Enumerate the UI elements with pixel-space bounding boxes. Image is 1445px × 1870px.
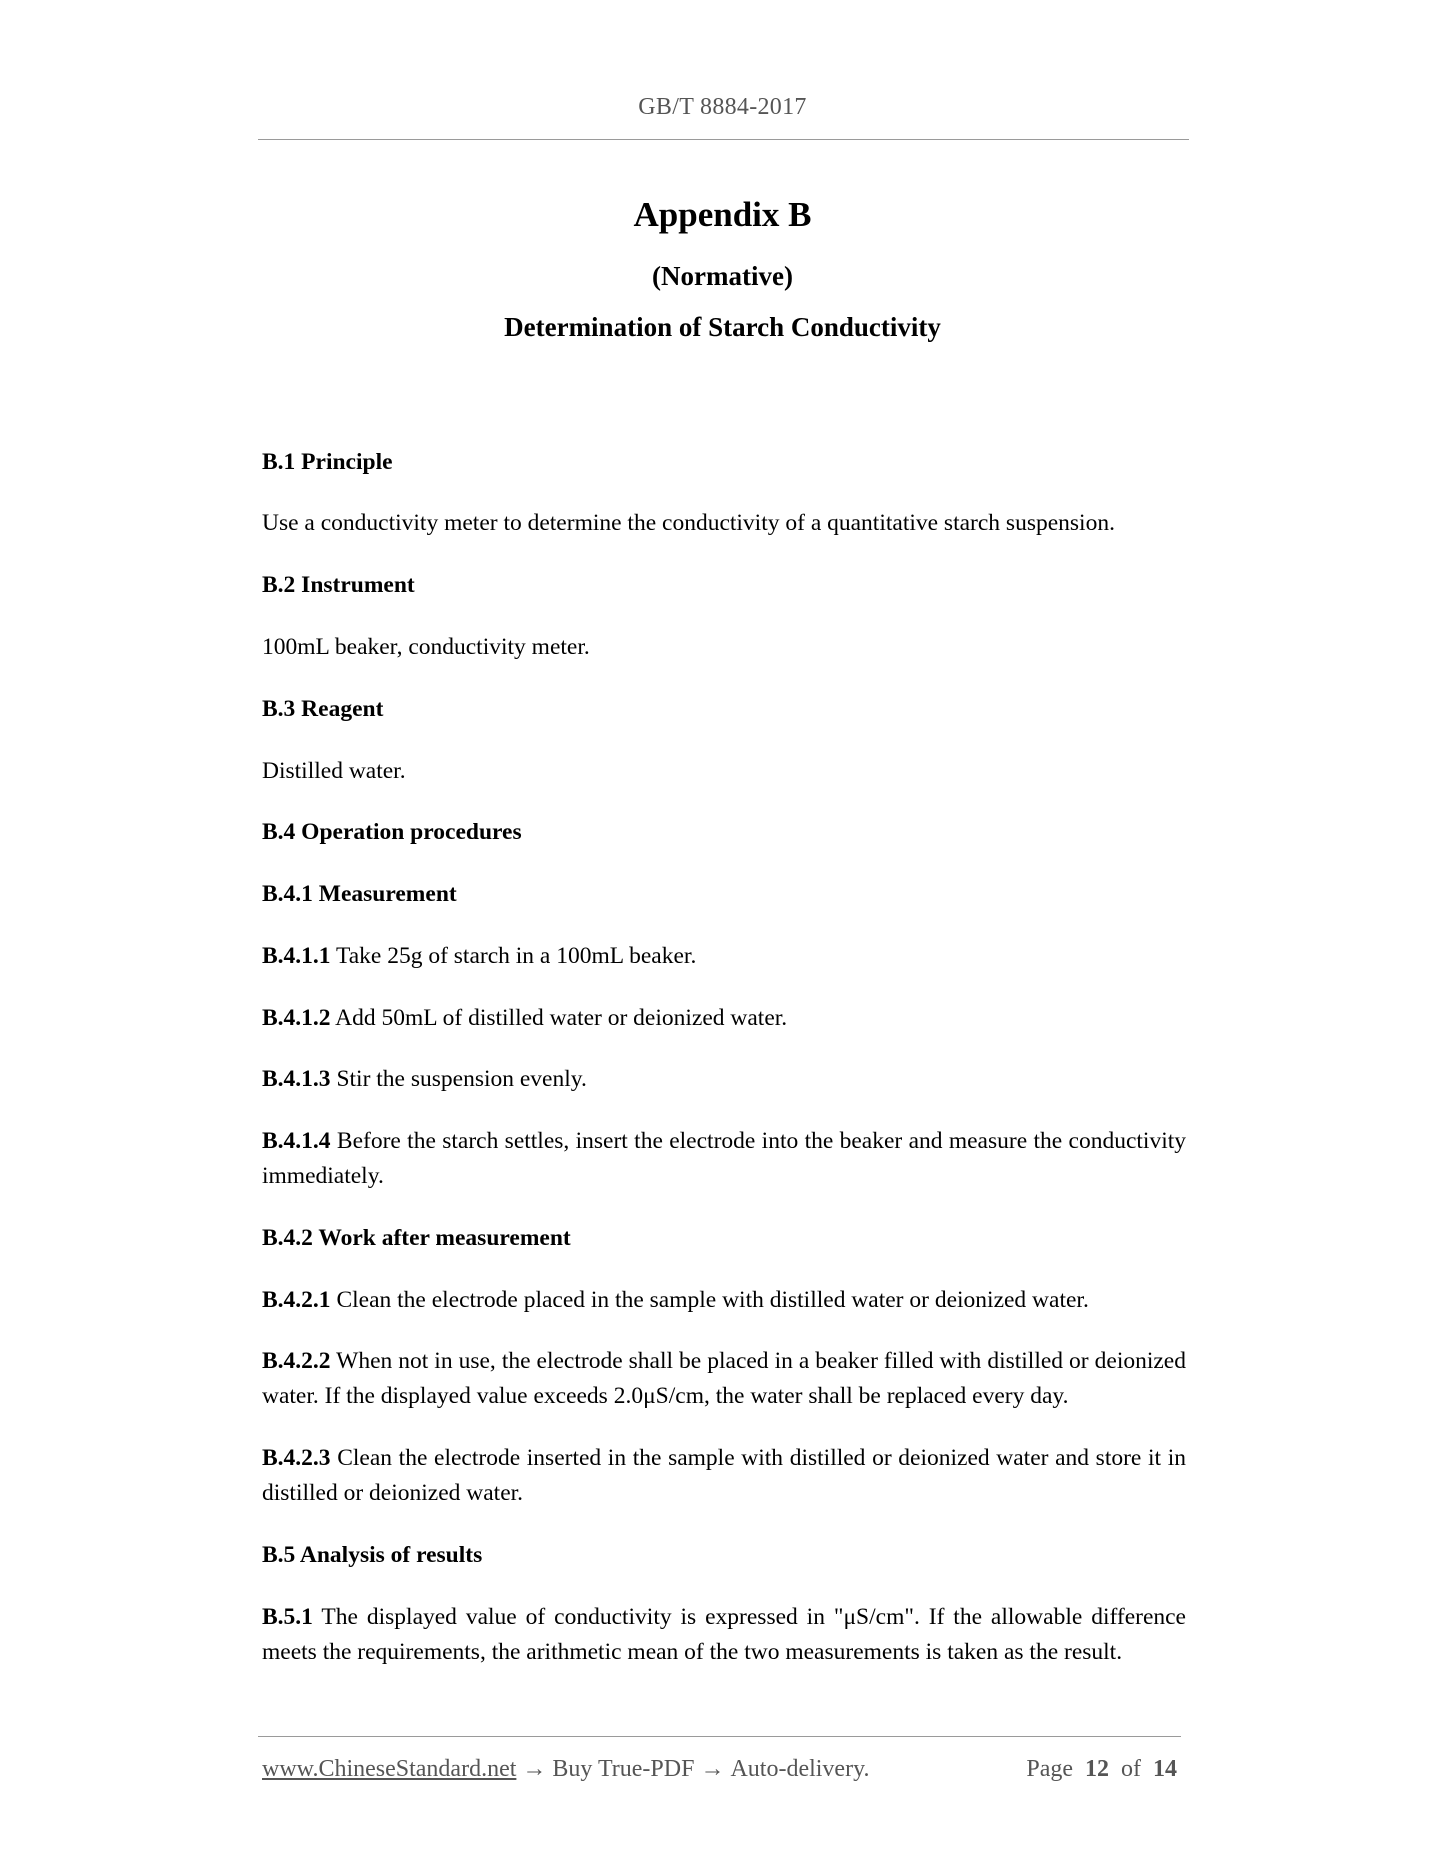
clause-b422 <box>262 1344 1186 1414</box>
clause-text: The displayed value of conductivity is expressed in "μS/cm". If the allowable difference meets the requirements, the arithmetic mean of the two measurements is taken as the result. <box>262 1604 1186 1665</box>
clause-b423 <box>262 1441 1186 1511</box>
section-heading-b41: B.4.1 Measurement <box>262 881 457 907</box>
section-heading-b4: B.4 Operation procedures <box>262 819 522 845</box>
clause-text: Add 50mL of distilled water or deionized water. <box>330 1005 788 1031</box>
section-text-b3: Distilled water. <box>262 758 406 784</box>
clause-b421 <box>262 1283 1186 1318</box>
clause-number: B.4.2.3 <box>262 1445 331 1471</box>
buy-pdf-text: Buy True-PDF <box>552 1756 695 1782</box>
footer-promo <box>262 1756 870 1783</box>
clause-b414 <box>262 1124 1186 1194</box>
clause-text: Stir the suspension evenly. <box>330 1066 587 1092</box>
arrow-right-icon: → <box>700 1756 725 1782</box>
appendix-title: Appendix B <box>633 195 812 234</box>
page-label: Page <box>1026 1756 1073 1782</box>
clause-text: Clean the electrode inserted in the sample with distilled or deionized water and store it in distilled or deionized water. <box>262 1445 1186 1506</box>
section-heading-b1: B.1 Principle <box>262 449 393 475</box>
page-current: 12 <box>1085 1756 1109 1782</box>
clause-number: B.4.1.1 <box>262 943 331 969</box>
clause-text: Clean the electrode placed in the sample with distilled water or deionized water. <box>330 1287 1089 1313</box>
clause-number: B.4.1.4 <box>262 1128 331 1154</box>
clause-number: B.4.2.2 <box>262 1348 331 1374</box>
section-heading-b42: B.4.2 Work after measurement <box>262 1225 571 1251</box>
clause-number: B.4.1.2 <box>262 1005 331 1031</box>
clause-number: B.5.1 <box>262 1604 313 1630</box>
document-header-code: GB/T 8884-2017 <box>638 94 807 120</box>
clause-b411 <box>262 939 1186 974</box>
header-divider <box>258 139 1189 140</box>
arrow-right-icon: → <box>522 1756 547 1782</box>
footer-divider <box>258 1736 1181 1737</box>
section-heading-b5: B.5 Analysis of results <box>262 1542 483 1568</box>
page-total: 14 <box>1153 1756 1177 1782</box>
clause-b412 <box>262 1001 1186 1036</box>
section-text-b2: 100mL beaker, conductivity meter. <box>262 634 590 660</box>
clause-number: B.4.2.1 <box>262 1287 331 1313</box>
clause-b413 <box>262 1062 1186 1097</box>
appendix-subject-title: Determination of Starch Conductivity <box>504 312 941 342</box>
section-heading-b2: B.2 Instrument <box>262 572 415 598</box>
clause-text: When not in use, the electrode shall be placed in a beaker filled with distilled or deionized water. If the displayed value exceeds 2.0μS/cm, the water shall be replaced every day. <box>262 1348 1186 1409</box>
section-heading-b3: B.3 Reagent <box>262 696 384 722</box>
section-text-b1: Use a conductivity meter to determine the conductivity of a quantitative starch suspension. <box>262 510 1115 536</box>
site-link[interactable]: www.ChineseStandard.net <box>262 1756 517 1782</box>
clause-b51 <box>262 1600 1186 1670</box>
clause-text: Before the starch settles, insert the electrode into the beaker and measure the conductivity immediately. <box>262 1128 1186 1189</box>
clause-text: Take 25g of starch in a 100mL beaker. <box>330 943 697 969</box>
clause-number: B.4.1.3 <box>262 1066 331 1092</box>
appendix-normative-label: (Normative) <box>652 261 793 291</box>
page-indicator <box>1026 1756 1177 1783</box>
auto-delivery-text: Auto-delivery. <box>730 1756 870 1782</box>
page-of-label: of <box>1121 1756 1141 1782</box>
